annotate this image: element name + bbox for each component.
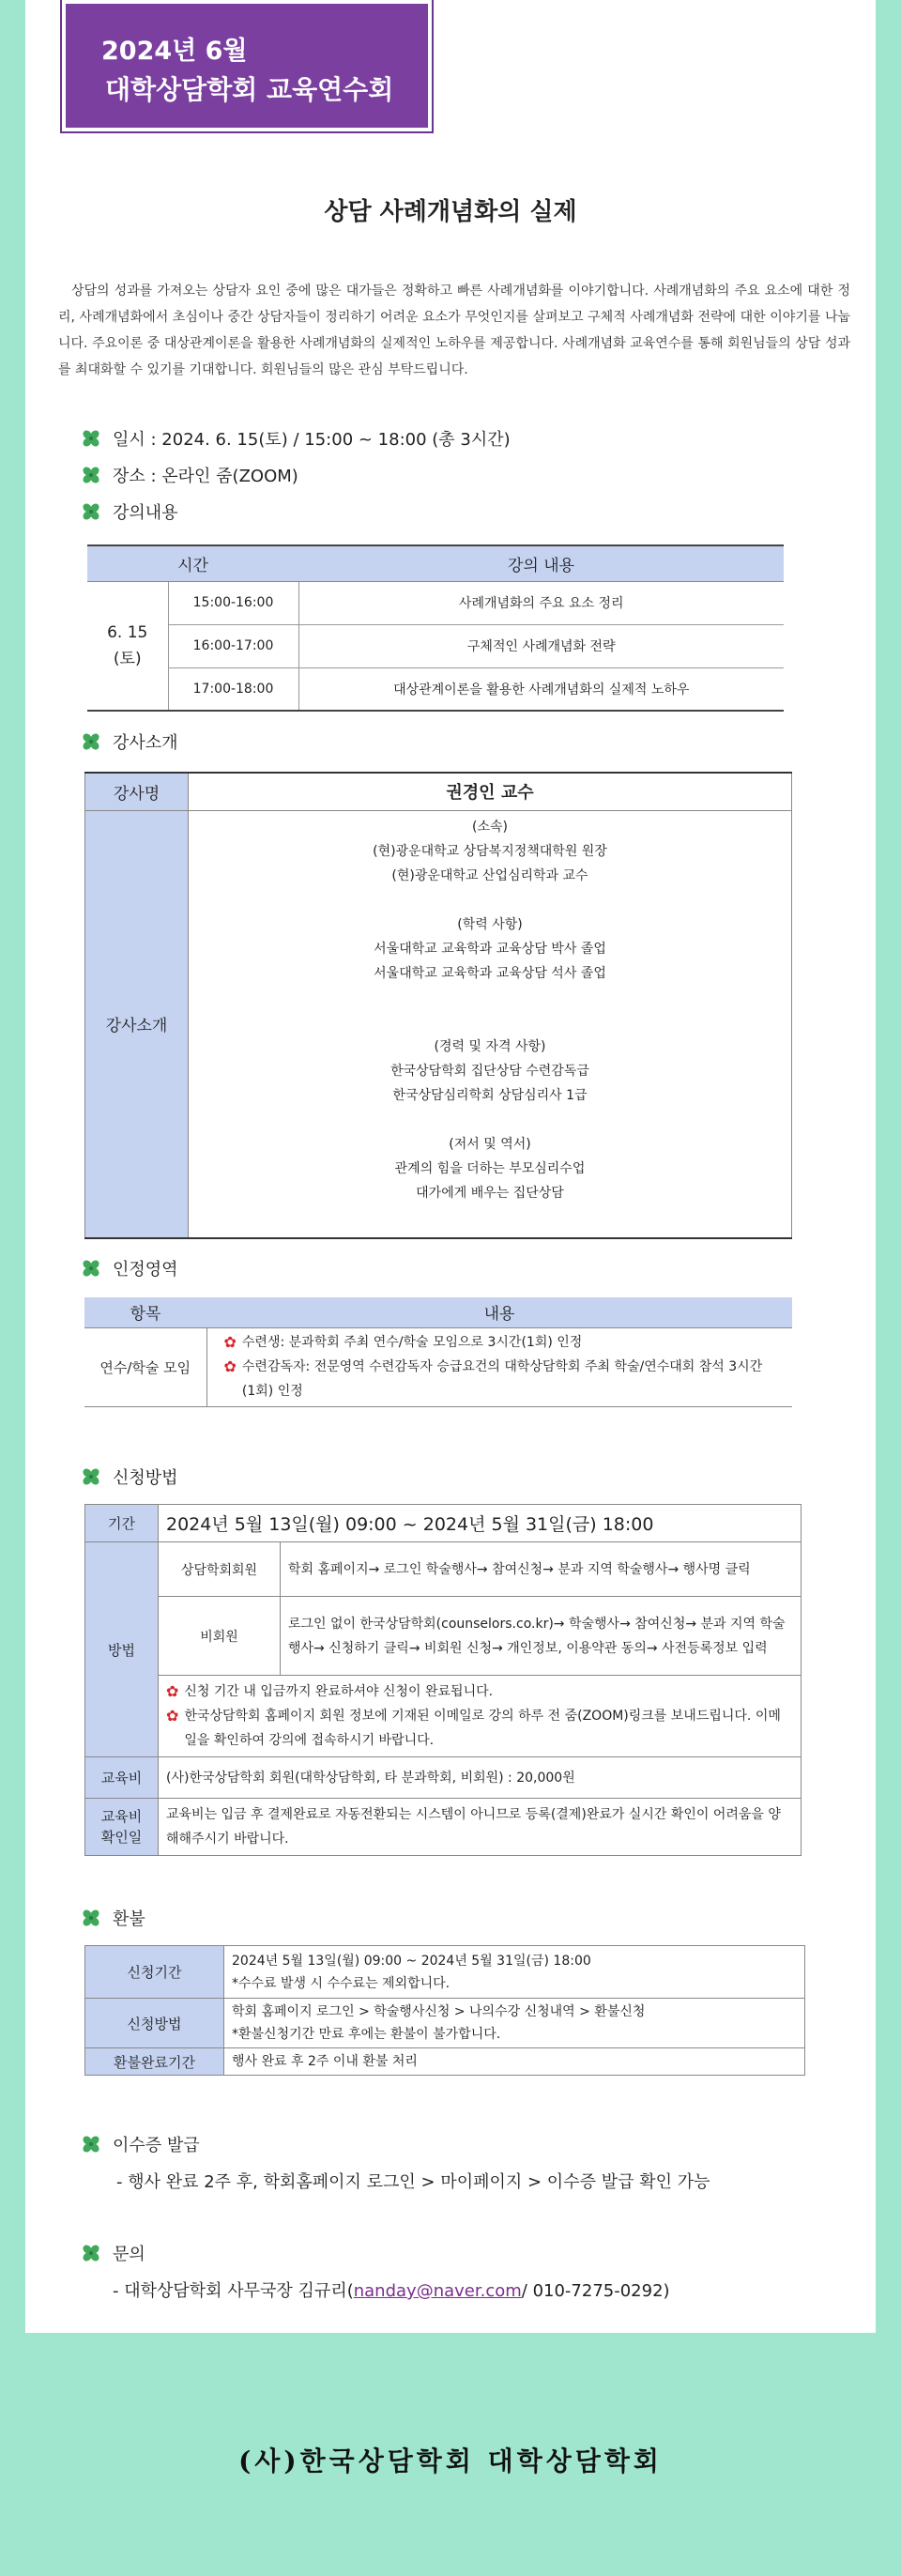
refund-done-label: 환불완료기간 bbox=[85, 2048, 224, 2076]
schedule-col-time: 시간 bbox=[87, 545, 298, 581]
datetime-text: 일시 : 2024. 6. 15(토) / 15:00 ~ 18:00 (총 3시간) bbox=[113, 430, 511, 450]
credit-col-content: 내용 bbox=[206, 1297, 792, 1327]
refund-heading: 환불 bbox=[113, 1909, 145, 1929]
apply-confirm-label: 교육비 확인일 bbox=[85, 1799, 159, 1856]
clover-icon bbox=[81, 2134, 101, 2154]
header-title: 대학상담학회 교육연수회 bbox=[105, 74, 394, 105]
clover-icon bbox=[81, 1258, 101, 1279]
table-row bbox=[85, 773, 792, 810]
table-row bbox=[85, 2048, 805, 2076]
section-apply bbox=[81, 1464, 178, 1489]
section-contact bbox=[81, 2241, 145, 2265]
credit-heading: 인정영역 bbox=[113, 1260, 178, 1280]
refund-done: 행사 완료 후 2주 이내 환불 처리 bbox=[224, 2048, 805, 2076]
lecturer-intro-label: 강사소개 bbox=[85, 810, 189, 1238]
place-text: 장소 : 온라인 줌(ZOOM) bbox=[113, 467, 298, 486]
refund-table bbox=[84, 1945, 805, 2076]
lecturer-profile: (소속) (현)광운대학교 상담복지정책대학원 원장 (현)광운대학교 산업심리학과 교수 (학력 사항) 서울대학교 교육학과 교육상담 박사 졸업 서울대학교 교육학과 교육상담 석사 졸업 (경력 및 자격 사항) 한국상담학회 집단상담 수련감독급 한국상담심리학회 상담심리사 1급 (저서 및 역서) 관계의 힘을 더하는 부모심리수업 대가에게 배우는 집단상담 bbox=[189, 810, 792, 1238]
section-credit bbox=[81, 1256, 178, 1280]
footer-org-name: (사)한국상담학회 대학상담학회 bbox=[238, 2446, 663, 2476]
schedule-time: 15:00-16:00 bbox=[168, 581, 298, 624]
clover-icon bbox=[81, 1466, 101, 1487]
flower-icon: ✿ bbox=[223, 1333, 237, 1351]
apply-fee: (사)한국상담학회 회원(대학상담학회, 타 분과학회, 비회원) : 20,000원 bbox=[159, 1757, 802, 1799]
clover-icon bbox=[81, 465, 101, 485]
table-row bbox=[85, 1946, 805, 1999]
table-row bbox=[85, 1999, 805, 2048]
contact-email-link[interactable]: nanday@naver.com bbox=[353, 2281, 522, 2301]
table-row bbox=[85, 1799, 802, 1856]
credit-item: 연수/학술 모임 bbox=[84, 1327, 206, 1406]
header-banner bbox=[62, 0, 432, 131]
apply-nonmember-text: 로그인 없이 한국상담학회(counselors.co.kr)→ 학술행사→ 참여신청→ 분과 지역 학술행사→ 신청하기 클릭→ 비회원 신청→ 개인정보, 이용약관 동의→ 사전등록정보 입력 bbox=[281, 1597, 802, 1676]
section-refund bbox=[81, 1906, 145, 1930]
clover-icon bbox=[81, 731, 101, 752]
header-year-month: 2024년 6월 bbox=[101, 37, 248, 66]
refund-method-label: 신청방법 bbox=[85, 1999, 224, 2048]
page-title: 상담 사례개념화의 실제 bbox=[324, 198, 577, 226]
certificate-text: - 행사 완료 2주 후, 학회홈페이지 로그인 > 마이페이지 > 이수증 발급 확인 가능 bbox=[116, 2172, 710, 2192]
section-datetime bbox=[81, 426, 511, 451]
flower-icon: ✿ bbox=[223, 1357, 237, 1375]
table-row bbox=[85, 1757, 802, 1799]
apply-period: 2024년 5월 13일(월) 09:00 ~ 2024년 5월 31일(금) 18:00 bbox=[159, 1505, 802, 1542]
refund-method: 학회 홈페이지 로그인 > 학술행사신청 > 나의수강 신청내역 > 환불신청 *환불신청기간 만료 후에는 환불이 불가합니다. bbox=[224, 1999, 805, 2048]
schedule-date: 6. 15 (토) bbox=[87, 581, 168, 711]
lecturer-name-label: 강사명 bbox=[85, 773, 189, 810]
credit-table bbox=[84, 1297, 792, 1407]
apply-method-label: 방법 bbox=[85, 1542, 159, 1757]
apply-heading: 신청방법 bbox=[113, 1468, 178, 1488]
clover-icon bbox=[81, 2243, 101, 2263]
schedule-content: 사례개념화의 주요 요소 정리 bbox=[298, 581, 784, 624]
table-row bbox=[85, 810, 792, 1238]
apply-notes: ✿ 신청 기간 내 입금까지 완료하셔야 신청이 완료됩니다. ✿ 한국상담학회 홈페이지 회원 정보에 기재된 이메일로 강의 하루 전 줌(ZOOM)링크를 보내드립니다. 이메일을 확인하여 강의에 접속하시기 바랍니다. bbox=[159, 1676, 802, 1757]
schedule-time: 16:00-17:00 bbox=[168, 624, 298, 667]
credit-content: ✿ 수련생: 분과학회 주최 연수/학술 모임으로 3시간(1회) 인정 ✿ 수련감독자: 전문영역 수련감독자 승급요건의 대학상담학회 주최 학술/연수대회 참석 3시간(1회) 인정 bbox=[206, 1327, 792, 1406]
lecturer-name: 권경인 교수 bbox=[189, 773, 792, 810]
flower-icon: ✿ bbox=[166, 1682, 179, 1700]
contact-text: - 대학상담학회 사무국장 김규리(nanday@naver.com/ 010-7275-0292) bbox=[113, 2281, 670, 2301]
lecturer-heading: 강사소개 bbox=[113, 733, 178, 753]
schedule-table bbox=[87, 544, 784, 712]
apply-member-label: 상담학회회원 bbox=[159, 1542, 281, 1597]
intro-paragraph: 상담의 성과를 가져오는 상담자 요인 중에 많은 대가들은 정확하고 빠른 사례개념화를 이야기합니다. 사례개념화의 주요 요소에 대한 정리, 사례개념화에서 초심이나 중간 상담자들이 정리하기 어려운 요소가 무엇인지를 살펴보고 구체적 사례개념화 전략에 대한 이야기를 나눕니다. 주요이론 중 대상관계이론을 활용한 사례개념화의 실제적인 노하우를 제공합니다. 사례개념화 교육연수를 통해 회원님들의 상담 성과를 최대화할 수 있기를 기대합니다. 회원님들의 많은 관심 부탁드립니다. bbox=[58, 284, 850, 377]
clover-icon bbox=[81, 1908, 101, 1928]
apply-table bbox=[84, 1504, 802, 1856]
table-row bbox=[84, 1327, 792, 1406]
refund-period-label: 신청기간 bbox=[85, 1946, 224, 1999]
table-row bbox=[85, 1676, 802, 1757]
refund-period: 2024년 5월 13일(월) 09:00 ~ 2024년 5월 31일(금) 18:00 *수수료 발생 시 수수료는 제외합니다. bbox=[224, 1946, 805, 1999]
schedule-time: 17:00-18:00 bbox=[168, 667, 298, 711]
section-place bbox=[81, 463, 298, 487]
table-row bbox=[87, 667, 784, 711]
schedule-col-content: 강의 내용 bbox=[298, 545, 784, 581]
credit-col-item: 항목 bbox=[84, 1297, 206, 1327]
apply-member-text: 학회 홈페이지→ 로그인 학술행사→ 참여신청→ 분과 지역 학술행사→ 행사명 클릭 bbox=[281, 1542, 802, 1597]
clover-icon bbox=[81, 428, 101, 449]
lecturer-table bbox=[84, 772, 792, 1239]
table-row bbox=[87, 624, 784, 667]
section-lecture-content bbox=[81, 499, 178, 524]
apply-nonmember-label: 비회원 bbox=[159, 1597, 281, 1676]
certificate-heading: 이수증 발급 bbox=[113, 2136, 200, 2155]
table-row bbox=[85, 1597, 802, 1676]
section-certificate bbox=[81, 2132, 200, 2156]
schedule-header-row bbox=[87, 545, 784, 581]
apply-confirm: 교육비는 입금 후 결제완료로 자동전환되는 시스템이 아니므로 등록(결제)완료가 실시간 확인이 어려움을 양해해주시기 바랍니다. bbox=[159, 1799, 802, 1856]
lecture-heading: 강의내용 bbox=[113, 503, 178, 523]
apply-period-label: 기간 bbox=[85, 1505, 159, 1542]
schedule-content: 구체적인 사례개념화 전략 bbox=[298, 624, 784, 667]
flower-icon: ✿ bbox=[166, 1707, 179, 1725]
section-lecturer bbox=[81, 729, 178, 754]
table-row bbox=[85, 1505, 802, 1542]
table-row bbox=[87, 581, 784, 624]
clover-icon bbox=[81, 501, 101, 522]
apply-fee-label: 교육비 bbox=[85, 1757, 159, 1799]
table-row bbox=[85, 1542, 802, 1597]
credit-header-row bbox=[84, 1297, 792, 1327]
contact-heading: 문의 bbox=[113, 2245, 145, 2264]
schedule-content: 대상관계이론을 활용한 사례개념화의 실제적 노하우 bbox=[298, 667, 784, 711]
